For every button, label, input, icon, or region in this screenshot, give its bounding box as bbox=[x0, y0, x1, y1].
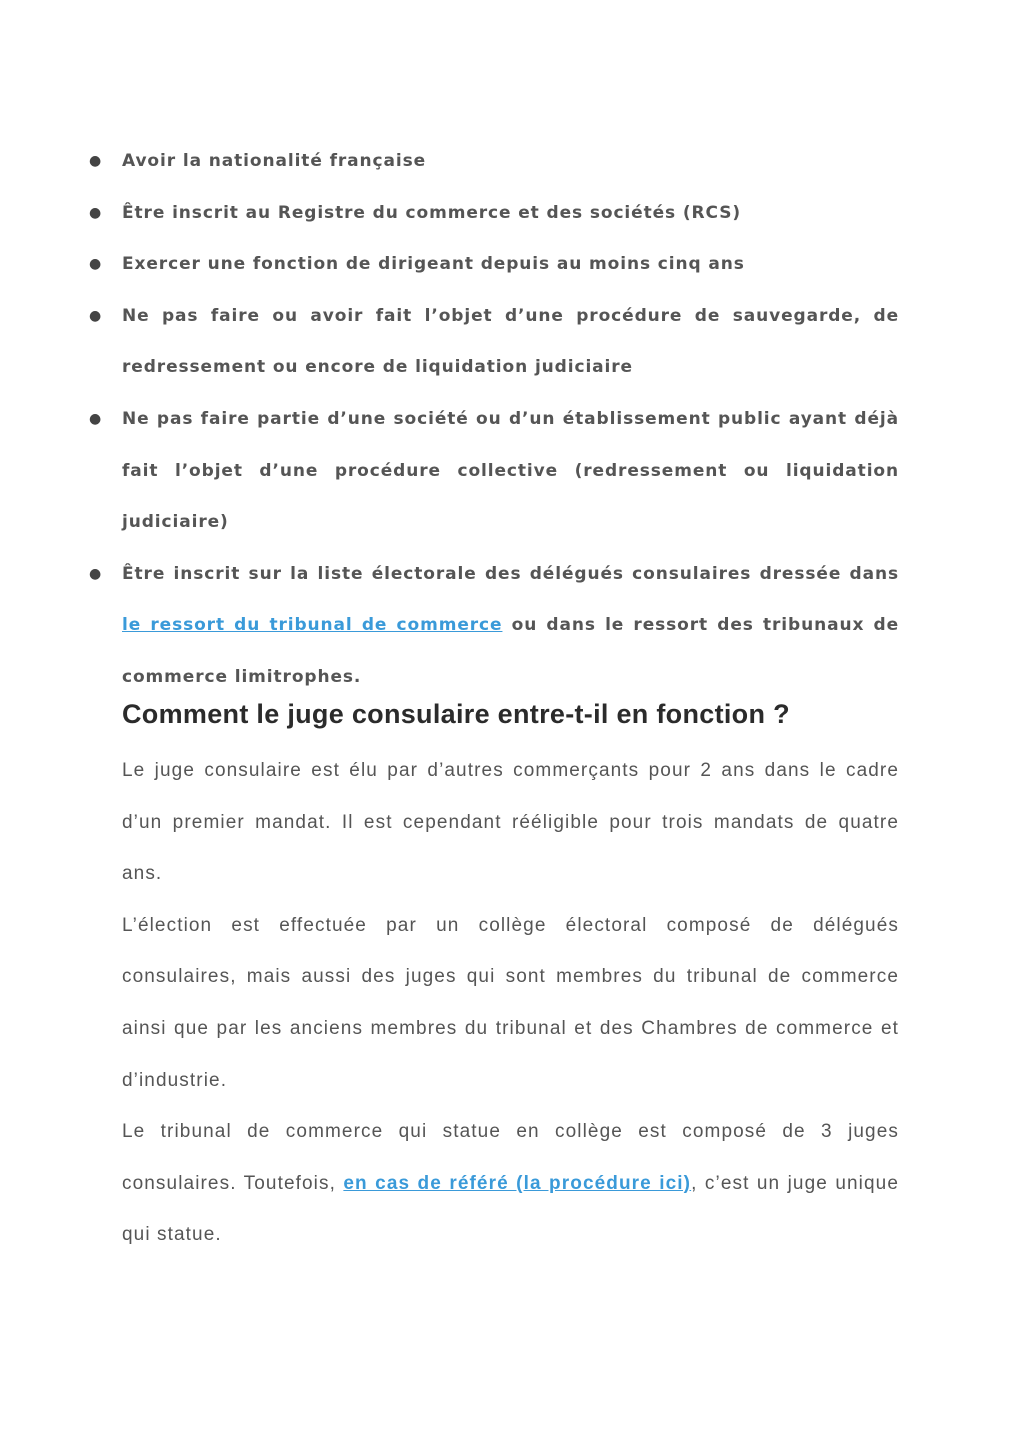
eligibility-list bbox=[0, 136, 1023, 704]
tribunal-ressort-link[interactable]: le ressort du tribunal de commerce bbox=[122, 615, 503, 636]
paragraph: L’élection est effectuée par un collège électoral composé de délégués consulaires, mais aussi des juges qui sont membres du tribunal de commerce ainsi que par les anciens membres du tribunal et des Chambres de commerce et d’industrie. bbox=[122, 914, 899, 1091]
section-heading: Comment le juge consulaire entre-t-il en fonction ? bbox=[122, 699, 790, 729]
bullet-icon: ● bbox=[89, 565, 102, 582]
list-item bbox=[0, 136, 899, 188]
section-body bbox=[122, 745, 899, 1261]
list-item-text: Ne pas faire partie d’une société ou d’un établissement public ayant déjà fait l’objet d’une procédure collective (redressement ou liquidation judiciaire) bbox=[122, 408, 899, 533]
list-item-text-end: ou dans le ressort des tribunaux de commerce limitrophes. bbox=[122, 615, 900, 687]
bullet-icon: ● bbox=[89, 153, 102, 169]
list-item-text: Avoir la nationalité française bbox=[122, 151, 427, 171]
list-item bbox=[0, 549, 899, 704]
bullet-icon: ● bbox=[89, 204, 102, 221]
list-item-text: Être inscrit au Registre du commerce et des sociétés (RCS) bbox=[122, 202, 742, 223]
paragraph bbox=[122, 1106, 899, 1261]
list-item-text: Ne pas faire ou avoir fait l’objet d’une procédure de sauvegarde, de redressement ou encore de liquidation judiciaire bbox=[122, 305, 899, 378]
paragraph: Le juge consulaire est élu par d’autres commerçants pour 2 ans dans le cadre d’un premier mandat. Il est cependant rééligible pour trois mandats de quatre ans. bbox=[122, 760, 899, 885]
list-item bbox=[0, 394, 899, 549]
bullet-icon: ● bbox=[89, 256, 102, 273]
list-item bbox=[0, 188, 899, 240]
list-item-text-start: Être inscrit sur la liste électorale des délégués consulaires dressée dans bbox=[122, 563, 899, 584]
paragraph-text-start: Le tribunal de commerce qui statue en collège est composé de 3 juges consulaires. Toutefois, bbox=[122, 1121, 899, 1194]
list-item bbox=[0, 291, 899, 394]
list-item bbox=[0, 239, 899, 291]
paragraph-text-end: , c’est un juge unique qui statue. bbox=[122, 1172, 899, 1246]
refere-procedure-link[interactable]: en cas de référé (la procédure ici) bbox=[343, 1172, 692, 1194]
list-item-text bbox=[122, 549, 899, 704]
bullet-icon: ● bbox=[89, 410, 102, 427]
list-item-text: Exercer une fonction de dirigeant depuis au moins cinq ans bbox=[122, 254, 745, 275]
bullet-icon: ● bbox=[89, 307, 102, 324]
